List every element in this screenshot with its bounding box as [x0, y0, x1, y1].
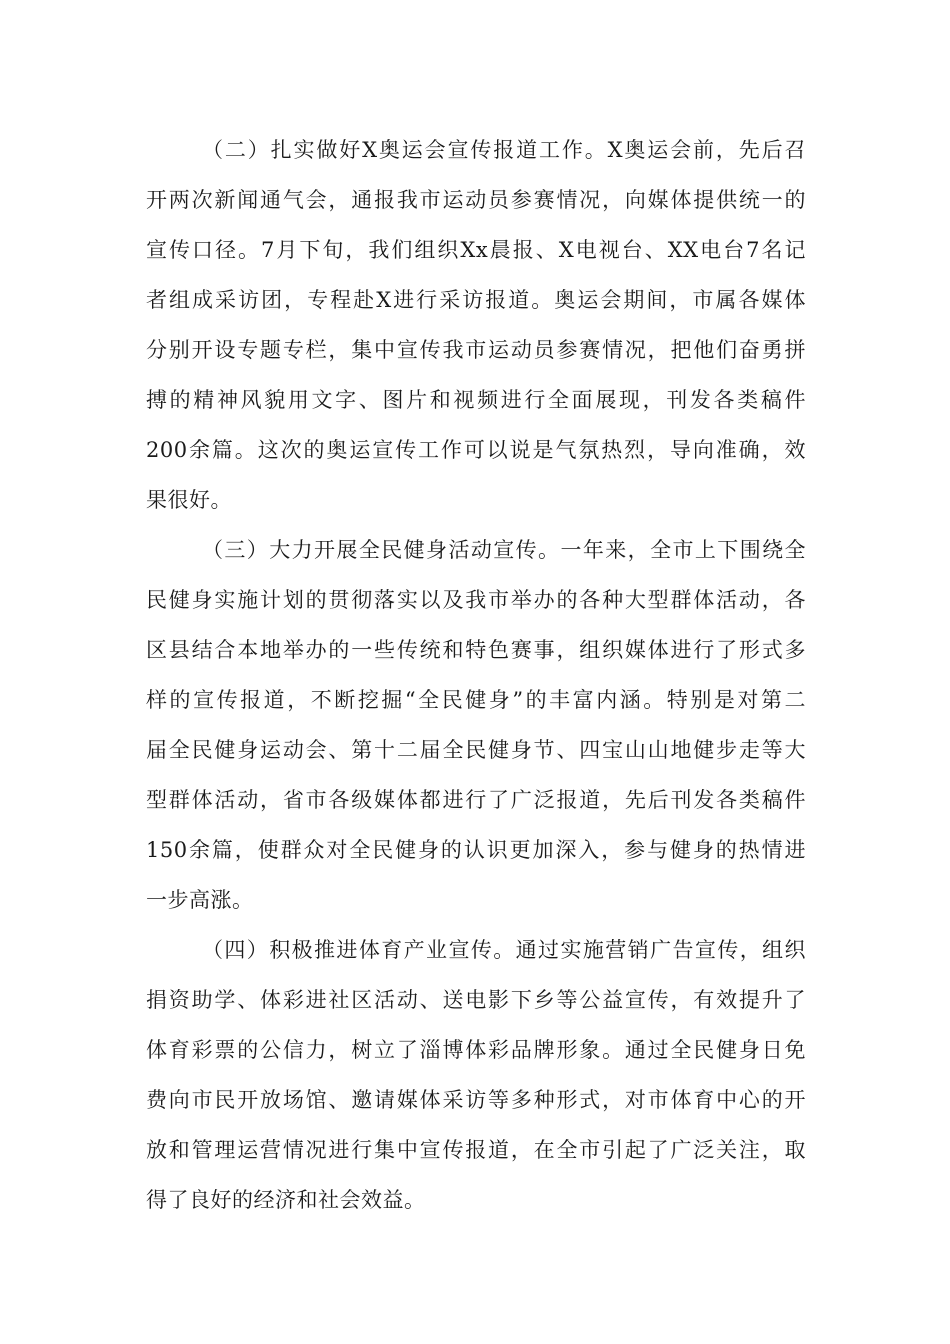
- paragraph-line: 捐资助学、体彩进社区活动、送电影下乡等公益宣传，有效提升了: [146, 988, 806, 1012]
- paragraph-line: （四）积极推进体育产业宣传。通过实施营销广告宣传，组织: [202, 938, 806, 962]
- paragraph-line: 民健身实施计划的贯彻落实以及我市举办的各种大型群体活动，各: [146, 588, 806, 612]
- paragraph-line: 区县结合本地举办的一些传统和特色赛事，组织媒体进行了形式多: [146, 638, 806, 662]
- paragraph-line: 体育彩票的公信力，树立了淄博体彩品牌形象。通过全民健身日免: [146, 1038, 806, 1062]
- paragraph-line: 分别开设专题专栏，集中宣传我市运动员参赛情况，把他们奋勇拼: [146, 338, 806, 362]
- paragraph-line: 届全民健身运动会、第十二届全民健身节、四宝山山地健步走等大: [146, 738, 806, 762]
- paragraph-line: 者组成采访团，专程赴X进行采访报道。奥运会期间，市属各媒体: [146, 288, 806, 312]
- paragraph-line: 放和管理运营情况进行集中宣传报道，在全市引起了广泛关注，取: [146, 1138, 806, 1162]
- paragraph-line: 型群体活动，省市各级媒体都进行了广泛报道，先后刊发各类稿件: [146, 788, 806, 812]
- paragraph-line: 费向市民开放场馆、邀请媒体采访等多种形式，对市体育中心的开: [146, 1088, 806, 1112]
- paragraph-line: 150余篇，使群众对全民健身的认识更加深入，参与健身的热情进: [146, 838, 806, 862]
- paragraph-line: 样的宣传报道，不断挖掘“全民健身”的丰富内涵。特别是对第二: [146, 688, 806, 712]
- paragraph-line: 搏的精神风貌用文字、图片和视频进行全面展现，刊发各类稿件: [146, 388, 806, 412]
- paragraph-line: （二）扎实做好X奥运会宣传报道工作。X奥运会前，先后召: [202, 138, 806, 162]
- paragraph-line: 宣传口径。7月下旬，我们组织Xx晨报、X电视台、XX电台7名记: [146, 238, 806, 262]
- paragraph-line: 开两次新闻通气会，通报我市运动员参赛情况，向媒体提供统一的: [146, 188, 806, 212]
- paragraph-line: 果很好。: [146, 488, 232, 512]
- paragraph-line: 得了良好的经济和社会效益。: [146, 1188, 426, 1212]
- paragraph-line: 200余篇。这次的奥运宣传工作可以说是气氛热烈，导向准确，效: [146, 438, 806, 462]
- paragraph-line: （三）大力开展全民健身活动宣传。一年来，全市上下围绕全: [202, 538, 806, 562]
- paragraph-line: 一步高涨。: [146, 888, 254, 912]
